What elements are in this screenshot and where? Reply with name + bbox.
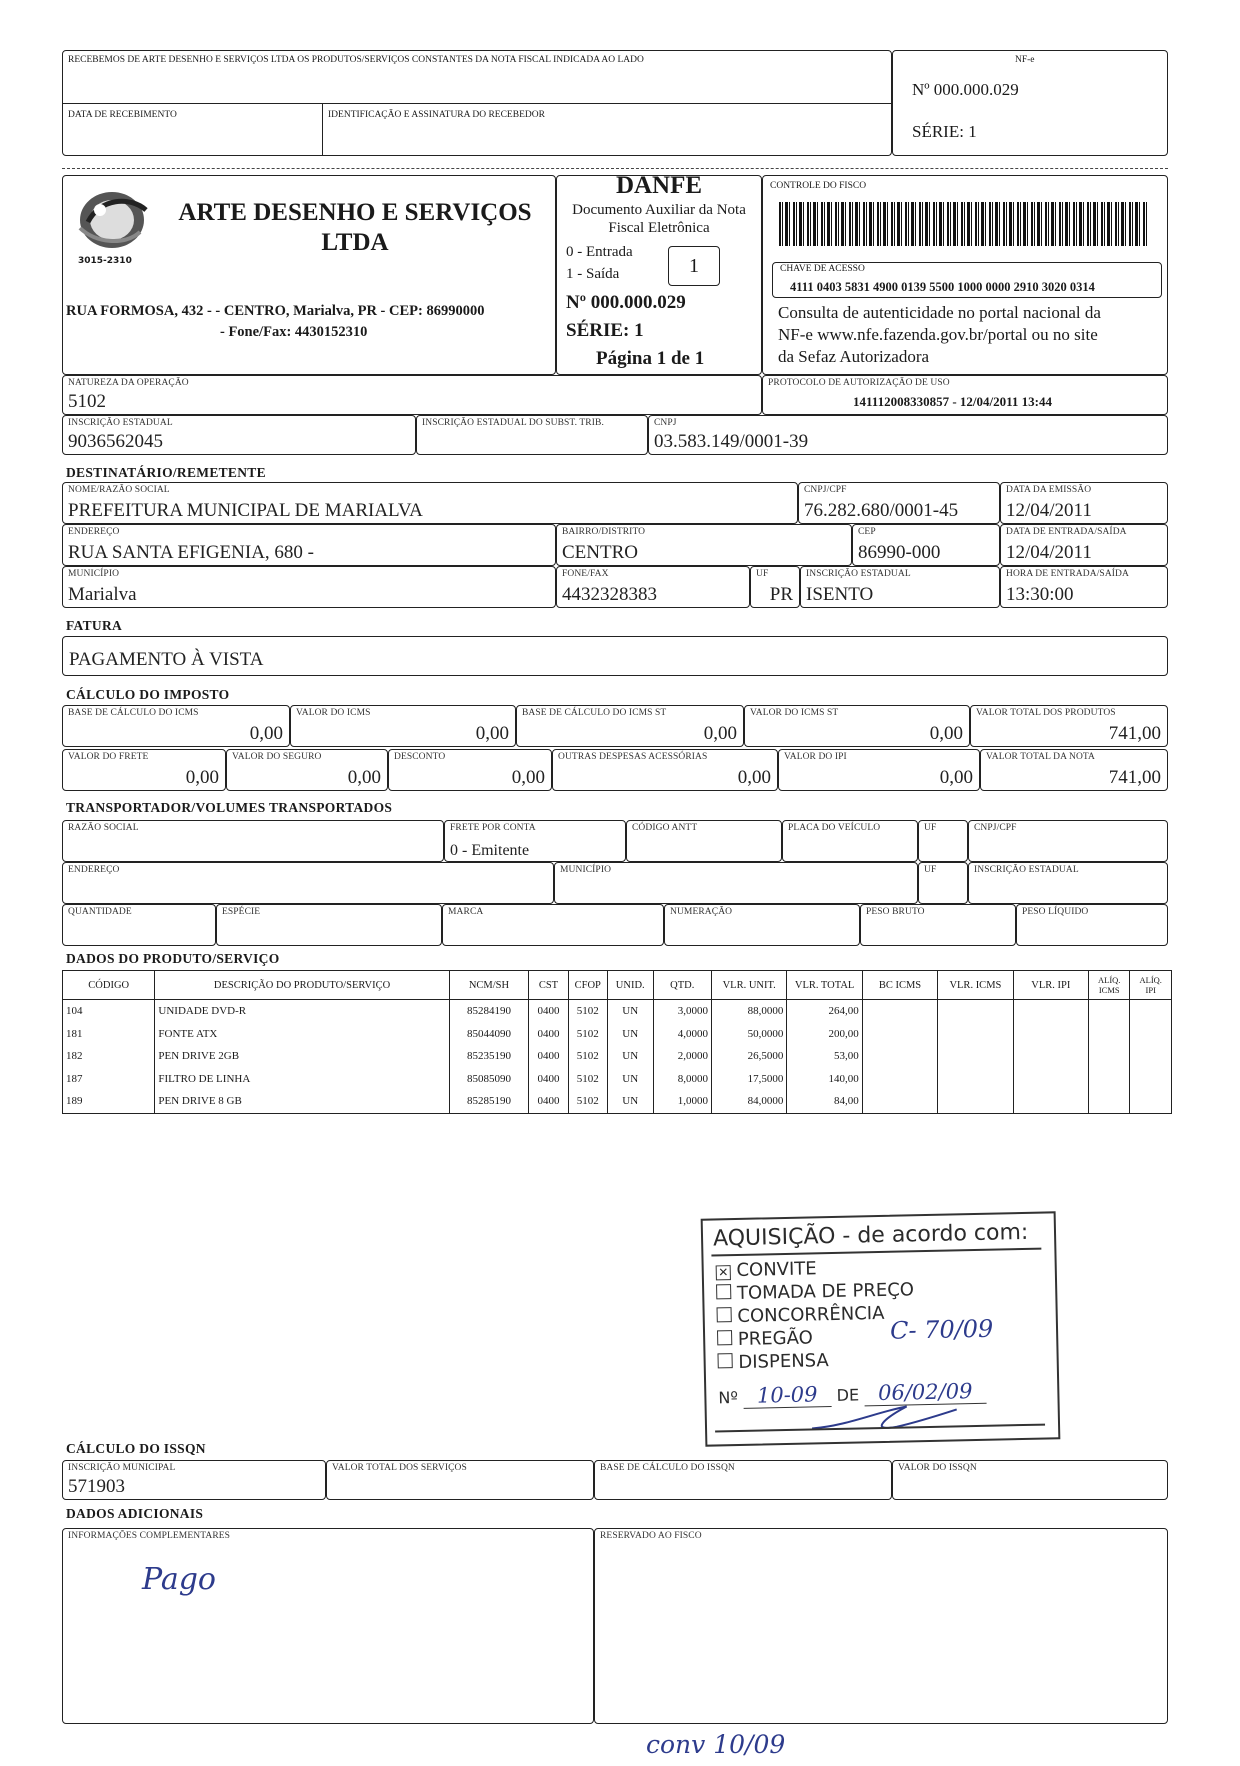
ie-subst-field: INSCRIÇÃO ESTADUAL DO SUBST. TRIB.	[416, 415, 648, 455]
stamp-signature	[806, 1395, 967, 1442]
table-row: 181 FONTE ATX 85044090 0400 5102 UN 4,0000 50,0000 200,00	[63, 1023, 1172, 1046]
seguro-field: VALOR DO SEGURO 0,00	[226, 749, 388, 791]
outras-field: OUTRAS DESPESAS ACESSÓRIAS 0,00	[552, 749, 778, 791]
col-codigo: CÓDIGO	[63, 971, 155, 1000]
transp-frete-field: FRETE POR CONTA 0 - Emitente	[444, 820, 626, 862]
issqn-section: CÁLCULO DO ISSQN	[66, 1441, 206, 1456]
protocolo-value: 141112008330857 - 12/04/2011 13:44	[853, 394, 1052, 409]
products-table	[62, 970, 1172, 1114]
transp-peso-bruto-field: PESO BRUTO	[860, 904, 1016, 946]
transp-endereco-field: ENDEREÇO	[62, 862, 554, 904]
company-name	[160, 198, 550, 258]
receipt-serie: SÉRIE: 1	[912, 122, 977, 141]
imposto-section: CÁLCULO DO IMPOSTO	[66, 687, 230, 702]
chave-value: 4111 0403 5831 4900 0139 5500 1000 0000 2910 3020 0314	[790, 280, 1095, 294]
dest-nome-field: NOME/RAZÃO SOCIAL PREFEITURA MUNICIPAL DE MARIALVA	[62, 482, 798, 524]
destinatario-section: DESTINATÁRIO/REMETENTE	[66, 465, 266, 480]
col-descricao: DESCRIÇÃO DO PRODUTO/SERVIÇO	[155, 971, 449, 1000]
danfe-page: Página 1 de 1	[596, 348, 705, 369]
consulta-line-3: da Sefaz Autorizadora	[778, 347, 930, 366]
danfe-title: DANFE	[615, 172, 703, 199]
stamp-option-tomada: TOMADA DE PREÇO	[716, 1279, 914, 1304]
total-nota-value: 741,00	[1108, 767, 1161, 788]
desconto-value: 0,00	[511, 767, 545, 788]
barcode	[779, 202, 1149, 246]
ipi-value: 0,00	[939, 767, 973, 788]
table-row: 189 PEN DRIVE 8 GB 85285190 0400 5102 UN 1,0000 84,0000 84,00	[63, 1090, 1172, 1113]
transp-cnpj-field: CNPJ/CPF	[968, 820, 1168, 862]
danfe-serie: SÉRIE: 1	[566, 320, 644, 341]
stamp-option-concorrencia: CONCORRÊNCIA	[716, 1303, 884, 1328]
col-qtd: QTD.	[653, 971, 711, 1000]
dest-municipio-value: Marialva	[68, 584, 137, 605]
transp-numeracao-field: NUMERAÇÃO	[664, 904, 860, 946]
ipi-field: VALOR DO IPI 0,00	[778, 749, 980, 791]
company-logo	[70, 188, 150, 254]
frete-field: VALOR DO FRETE 0,00	[62, 749, 226, 791]
stamp-handnote: C- 70/09	[889, 1314, 994, 1345]
table-row: 104 UNIDADE DVD-R 85284190 0400 5102 UN 3,0000 88,0000 264,00	[63, 1000, 1172, 1023]
dest-cep-value: 86990-000	[858, 542, 941, 563]
transp-frete-value: 0 - Emitente	[450, 842, 530, 859]
checkbox-checked-icon: ✕	[716, 1265, 731, 1280]
checkbox-icon	[716, 1284, 731, 1299]
transp-antt-field: CÓDIGO ANTT	[626, 820, 782, 862]
transp-uf-field: UF	[918, 820, 968, 862]
fatura-section: FATURA	[66, 618, 123, 633]
base-icms-value: 0,00	[249, 723, 283, 744]
desconto-field: DESCONTO 0,00	[388, 749, 552, 791]
fatura-value: PAGAMENTO À VISTA	[69, 649, 264, 670]
dest-cnpj-value: 76.282.680/0001-45	[804, 500, 959, 521]
receipt-nfe-label: NF-e	[1015, 55, 1035, 65]
dest-cep-field: CEP 86990-000	[852, 524, 1000, 566]
consulta-line-1: Consulta de autenticidade no portal nacional da	[778, 303, 1101, 322]
valor-icms-value: 0,00	[475, 723, 509, 744]
total-produtos-field: VALOR TOTAL DOS PRODUTOS 741,00	[970, 705, 1168, 747]
col-vlr-ipi: VLR. IPI	[1013, 971, 1088, 1000]
transp-placa-field: PLACA DO VEÍCULO	[782, 820, 918, 862]
frete-value: 0,00	[185, 767, 219, 788]
dest-hora-value: 13:30:00	[1006, 584, 1074, 605]
dest-fone-field: FONE/FAX 4432328383	[556, 566, 750, 608]
dest-bairro-field: BAIRRO/DISTRITO CENTRO	[556, 524, 852, 566]
col-vlr-total: VLR. TOTAL	[787, 971, 862, 1000]
stamp-option-convite: ✕ CONVITE	[716, 1258, 817, 1281]
cnpj-value: 03.583.149/0001-39	[654, 431, 809, 452]
transp-marca-field: MARCA	[442, 904, 664, 946]
base-st-field: BASE DE CÁLCULO DO ICMS ST 0,00	[516, 705, 744, 747]
stamp-data: 06/02/09	[864, 1379, 987, 1407]
valor-st-field: VALOR DO ICMS ST 0,00	[744, 705, 970, 747]
col-vlr-unit: VLR. UNIT.	[711, 971, 786, 1000]
consulta-line-2: NF-e www.nfe.fazenda.gov.br/portal ou no site	[778, 325, 1098, 344]
dest-emissao-field: DATA DA EMISSÃO 12/04/2011	[1000, 482, 1168, 524]
total-nota-field: VALOR TOTAL DA NOTA 741,00	[980, 749, 1168, 791]
issqn-im-field: INSCRIÇÃO MUNICIPAL 571903	[62, 1460, 326, 1500]
transp-uf2-field: UF	[918, 862, 968, 904]
receipt-signature-label: IDENTIFICAÇÃO E ASSINATURA DO RECEBEDOR	[328, 110, 545, 120]
dest-emissao-value: 12/04/2011	[1006, 500, 1092, 521]
logo-phone: 3015-2310	[78, 256, 132, 266]
dest-ie-value: ISENTO	[806, 584, 874, 605]
dest-uf-value: PR	[769, 584, 793, 605]
adicionais-section: DADOS ADICIONAIS	[66, 1506, 204, 1521]
stamp-title: AQUISIÇÃO - de acordo com:	[712, 1219, 1029, 1252]
danfe-subtitle-2: Fiscal Eletrônica	[608, 220, 710, 236]
danfe-type-box	[668, 246, 720, 286]
danfe-entrada: 0 - Entrada	[566, 244, 633, 260]
dest-fone-value: 4432328383	[562, 584, 657, 605]
footer-handwritten-note: conv 10/09	[646, 1730, 786, 1759]
danfe-subtitle-1: Documento Auxiliar da Nota	[572, 202, 746, 218]
stamp-de-label: DE	[836, 1385, 860, 1405]
stamp-option-pregao: PREGÃO	[717, 1327, 813, 1350]
reservado-fisco-field: RESERVADO AO FISCO	[594, 1528, 1168, 1724]
base-icms-field: BASE DE CÁLCULO DO ICMS 0,00	[62, 705, 290, 747]
dest-municipio-field: MUNICÍPIO Marialva	[62, 566, 556, 608]
natureza-value: 5102	[68, 391, 106, 412]
issqn-base-field: BASE DE CÁLCULO DO ISSQN	[594, 1460, 892, 1500]
total-produtos-value: 741,00	[1108, 723, 1161, 744]
dest-bairro-value: CENTRO	[562, 542, 638, 563]
ie-value: 9036562045	[68, 431, 163, 452]
dest-cnpj-field: CNPJ/CPF 76.282.680/0001-45	[798, 482, 1000, 524]
danfe-type-value: 1	[689, 255, 699, 277]
company-name-line1: ARTE DESENHO E SERVIÇOS	[178, 199, 532, 226]
stamp-option-dispensa: DISPENSA	[717, 1350, 829, 1373]
base-st-value: 0,00	[703, 723, 737, 744]
issqn-valor-field: VALOR DO ISSQN	[892, 1460, 1168, 1500]
danfe-saida: 1 - Saída	[566, 266, 620, 282]
dest-uf-field: UF PR	[750, 566, 800, 608]
chave-label: CHAVE DE ACESSO	[780, 264, 865, 274]
issqn-total-field: VALOR TOTAL DOS SERVIÇOS	[326, 1460, 594, 1500]
natureza-field: NATUREZA DA OPERAÇÃO 5102	[62, 375, 762, 415]
receipt-nfe-number: Nº 000.000.029	[912, 80, 1019, 99]
transp-municipio-field: MUNICÍPIO	[554, 862, 918, 904]
controle-fisco-label: CONTROLE DO FISCO	[770, 181, 867, 191]
dest-ie-field: INSCRIÇÃO ESTADUAL ISENTO	[800, 566, 1000, 608]
produtos-section: DADOS DO PRODUTO/SERVIÇO	[66, 951, 280, 966]
col-cfop: CFOP	[568, 971, 607, 1000]
info-complementares-field: INFORMAÇÕES COMPLEMENTARES	[62, 1528, 594, 1724]
products-header-row	[63, 971, 1172, 1000]
company-phone: - Fone/Fax: 4430152310	[220, 324, 368, 340]
transp-quantidade-field: QUANTIDADE	[62, 904, 216, 946]
dest-entrada-value: 12/04/2011	[1006, 542, 1092, 563]
checkbox-icon	[717, 1330, 732, 1345]
company-name-line2: LTDA	[321, 229, 389, 256]
issqn-im-value: 571903	[68, 1476, 125, 1497]
seguro-value: 0,00	[347, 767, 381, 788]
valor-st-value: 0,00	[929, 723, 963, 744]
col-aliq-ipi: ALÍQ. IPI	[1130, 971, 1172, 1000]
col-cst: CST	[529, 971, 568, 1000]
receipt-header-text: RECEBEMOS DE ARTE DESENHO E SERVIÇOS LTDA OS PRODUTOS/SERVIÇOS CONSTANTES DA NOTA FISCAL INDICADA AO LADO	[68, 55, 644, 65]
info-handwritten: Pago	[142, 1562, 216, 1597]
col-vlr-icms: VLR. ICMS	[938, 971, 1013, 1000]
dest-entrada-field: DATA DE ENTRADA/SAÍDA 12/04/2011	[1000, 524, 1168, 566]
table-row: 187 FILTRO DE LINHA 85085090 0400 5102 UN 8,0000 17,5000 140,00	[63, 1068, 1172, 1091]
table-row: 182 PEN DRIVE 2GB 85235190 0400 5102 UN 2,0000 26,5000 53,00	[63, 1045, 1172, 1068]
dest-endereco-value: RUA SANTA EFIGENIA, 680 -	[68, 542, 315, 563]
col-ncm: NCM/SH	[449, 971, 529, 1000]
fatura-field	[62, 636, 1168, 676]
receipt-date-label: DATA DE RECEBIMENTO	[68, 110, 177, 120]
transp-ie-field: INSCRIÇÃO ESTADUAL	[968, 862, 1168, 904]
transp-especie-field: ESPÉCIE	[216, 904, 442, 946]
transp-razao-field: RAZÃO SOCIAL	[62, 820, 444, 862]
stamp-numero: 10-09	[743, 1382, 832, 1409]
transportador-section: TRANSPORTADOR/VOLUMES TRANSPORTADOS	[66, 800, 393, 815]
danfe-number: Nº 000.000.029	[566, 292, 686, 313]
cnpj-field: CNPJ 03.583.149/0001-39	[648, 415, 1168, 455]
transp-peso-liquido-field: PESO LÍQUIDO	[1016, 904, 1168, 946]
col-unid: UNID.	[607, 971, 653, 1000]
company-address: RUA FORMOSA, 432 - - CENTRO, Marialva, PR - CEP: 86990000	[66, 303, 485, 319]
outras-value: 0,00	[737, 767, 771, 788]
checkbox-icon	[717, 1353, 732, 1368]
valor-icms-field: VALOR DO ICMS 0,00	[290, 705, 516, 747]
checkbox-icon	[717, 1307, 732, 1322]
acquisition-stamp	[701, 1211, 1061, 1446]
dest-nome-value: PREFEITURA MUNICIPAL DE MARIALVA	[68, 500, 423, 521]
col-aliq-icms: ALÍQ. ICMS	[1089, 971, 1130, 1000]
ie-field: INSCRIÇÃO ESTADUAL 9036562045	[62, 415, 416, 455]
col-bc-icms: BC ICMS	[862, 971, 937, 1000]
stamp-numero-label: Nº	[718, 1388, 739, 1408]
protocolo-field: PROTOCOLO DE AUTORIZAÇÃO DE USO 141112008330857 - 12/04/2011 13:44	[762, 375, 1168, 415]
dest-hora-field: HORA DE ENTRADA/SAÍDA 13:30:00	[1000, 566, 1168, 608]
dest-endereco-field: ENDEREÇO RUA SANTA EFIGENIA, 680 -	[62, 524, 556, 566]
